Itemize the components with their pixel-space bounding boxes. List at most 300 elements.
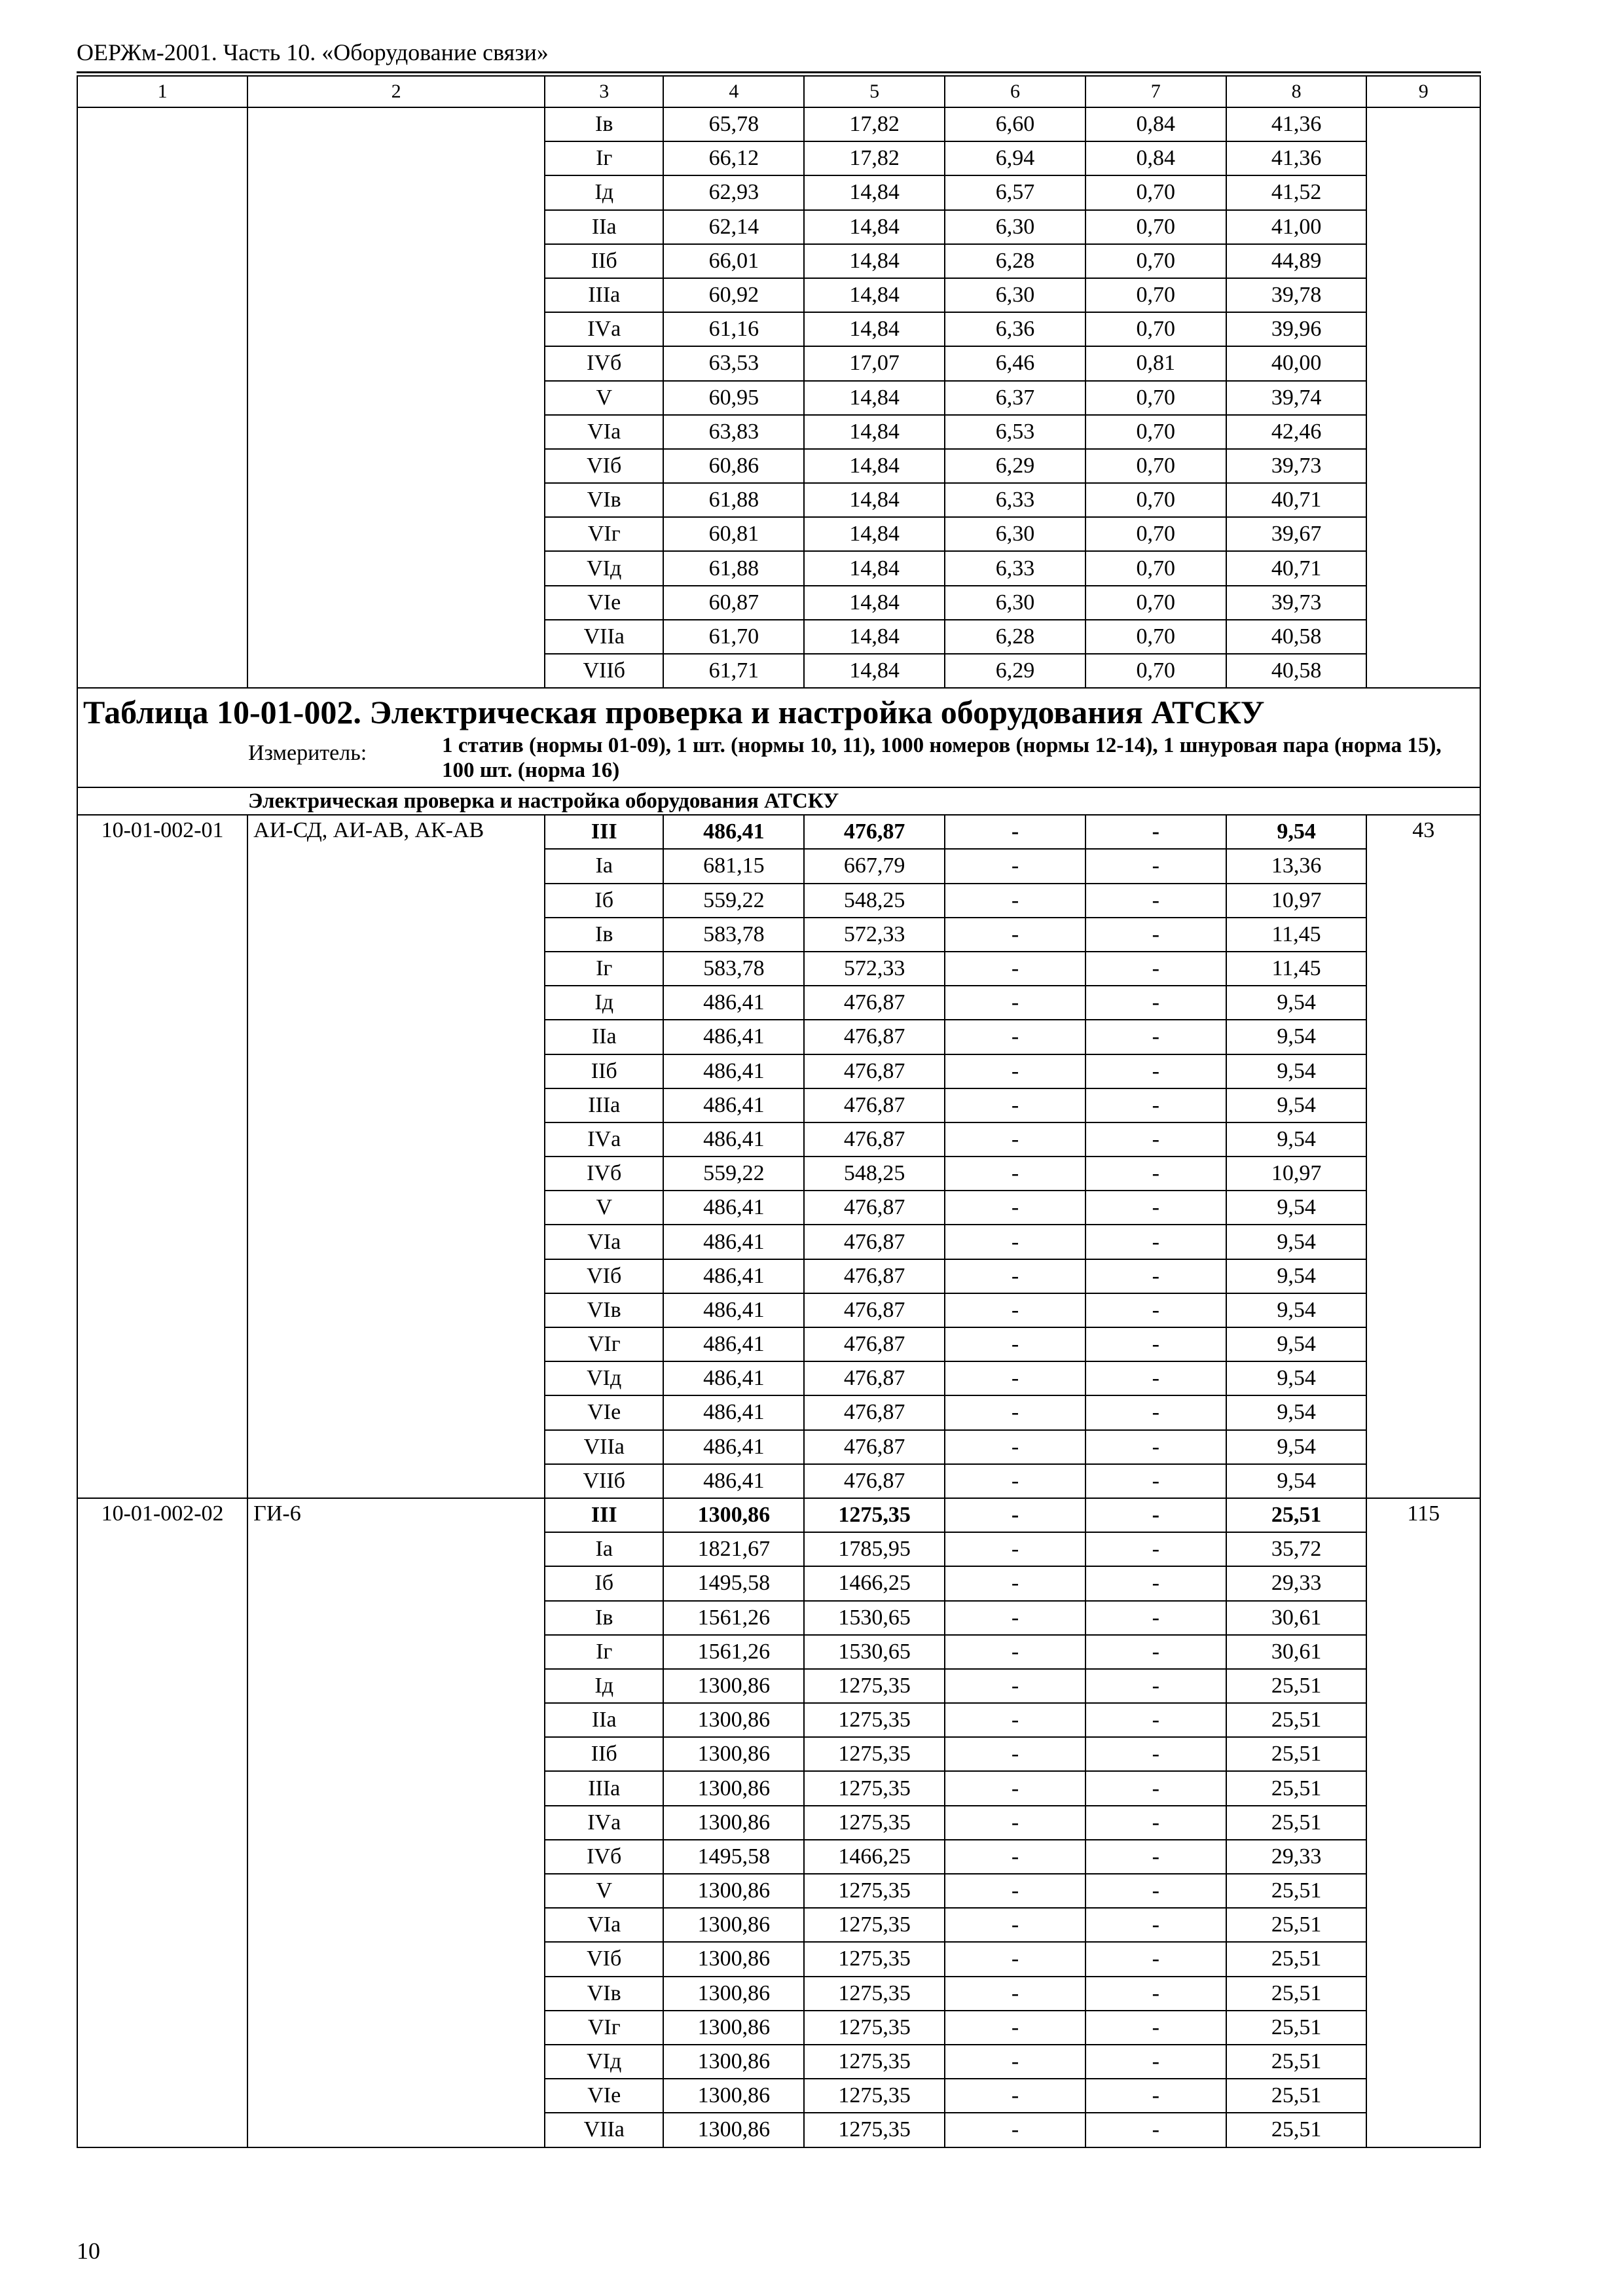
value-cell: 1561,26 — [663, 1635, 804, 1669]
value-cell: - — [945, 1908, 1085, 1942]
value-cell: 14,84 — [804, 483, 945, 517]
value-cell: 0,70 — [1085, 483, 1226, 517]
value-cell: 25,51 — [1226, 2113, 1367, 2147]
value-cell: VIд — [545, 551, 664, 585]
value-cell: 40,58 — [1226, 654, 1367, 688]
value-cell: 10,97 — [1226, 884, 1367, 918]
column-number-cell: 3 — [545, 76, 664, 107]
value-cell: 1300,86 — [663, 1669, 804, 1703]
value-cell: 29,33 — [1226, 1566, 1367, 1600]
value-cell: 9,54 — [1226, 1054, 1367, 1088]
value-cell: Iд — [545, 1669, 664, 1703]
value-cell: 14,84 — [804, 620, 945, 654]
value-cell: - — [1085, 1840, 1226, 1874]
value-cell: 9,54 — [1226, 1464, 1367, 1498]
value-cell: 1300,86 — [663, 1703, 804, 1737]
value-cell: 9,54 — [1226, 1020, 1367, 1054]
value-cell: 61,70 — [663, 620, 804, 654]
value-cell: 61,71 — [663, 654, 804, 688]
value-cell: - — [945, 2113, 1085, 2147]
value-cell: 9,54 — [1226, 1122, 1367, 1157]
value-cell: V — [545, 1874, 664, 1908]
value-cell: 1275,35 — [804, 1977, 945, 2011]
measure-text: 1 статив (нормы 01-09), 1 шт. (нормы 10, 11), 1000 номеров (нормы 12-14), 1 шнуровая пара (норма 15), 100 шт. (норма 16) — [442, 734, 1442, 783]
value-cell: 0,70 — [1085, 517, 1226, 551]
value-cell: - — [1085, 1157, 1226, 1191]
value-cell: VIе — [545, 586, 664, 620]
value-cell: - — [1085, 1259, 1226, 1293]
value-cell: - — [1085, 1225, 1226, 1259]
measure-label: Измеритель: — [248, 741, 367, 766]
value-cell: - — [1085, 1327, 1226, 1361]
value-cell: 39,78 — [1226, 278, 1367, 312]
value-cell: 486,41 — [663, 1259, 804, 1293]
value-cell: VIб — [545, 1942, 664, 1976]
value-cell: - — [945, 815, 1085, 849]
value-cell: VIIа — [545, 620, 664, 654]
value-cell: 486,41 — [663, 1088, 804, 1122]
value-cell: III — [545, 1498, 664, 1532]
value-cell: 41,36 — [1226, 141, 1367, 175]
value-cell: 572,33 — [804, 918, 945, 952]
value-cell: - — [1085, 1703, 1226, 1737]
value-cell: - — [945, 1020, 1085, 1054]
value-cell: - — [1085, 1293, 1226, 1327]
value-cell: 1561,26 — [663, 1601, 804, 1635]
value-cell: 1495,58 — [663, 1566, 804, 1600]
value-cell: Iг — [545, 141, 664, 175]
column-number-cell: 8 — [1226, 76, 1367, 107]
value-cell: - — [1085, 1191, 1226, 1225]
value-cell: 476,87 — [804, 1225, 945, 1259]
value-cell: 1275,35 — [804, 1498, 945, 1532]
subsection-title: Электрическая проверка и настройка оборудования АТСКУ — [248, 789, 839, 814]
page-number: 10 — [77, 2238, 100, 2264]
norm-code-cell: 10-01-002-01 — [77, 815, 247, 1498]
value-cell: 9,54 — [1226, 1430, 1367, 1464]
section-heading-cell — [77, 688, 1480, 787]
value-cell: 476,87 — [804, 1054, 945, 1088]
value-cell: VIг — [545, 1327, 664, 1361]
value-cell: 486,41 — [663, 1122, 804, 1157]
value-cell: 476,87 — [804, 1088, 945, 1122]
value-cell: - — [1085, 918, 1226, 952]
value-cell: 41,00 — [1226, 210, 1367, 244]
value-cell: - — [945, 1532, 1085, 1566]
value-cell: 39,96 — [1226, 312, 1367, 346]
column-number-cell: 5 — [804, 76, 945, 107]
value-cell: 0,70 — [1085, 381, 1226, 415]
value-cell: - — [1085, 1088, 1226, 1122]
value-cell: 9,54 — [1226, 1395, 1367, 1429]
value-cell: IIа — [545, 1020, 664, 1054]
value-cell: 41,52 — [1226, 175, 1367, 209]
value-cell: 1300,86 — [663, 1874, 804, 1908]
value-cell: Iд — [545, 175, 664, 209]
value-cell: IIа — [545, 1703, 664, 1737]
value-cell: 486,41 — [663, 1191, 804, 1225]
value-cell: 44,89 — [1226, 244, 1367, 278]
header-rule — [77, 71, 1481, 73]
value-cell: Iв — [545, 107, 664, 141]
value-cell: 40,71 — [1226, 483, 1367, 517]
name-cell-empty — [247, 107, 545, 688]
value-cell: 17,82 — [804, 141, 945, 175]
column-number-cell: 7 — [1085, 76, 1226, 107]
value-cell: 60,95 — [663, 381, 804, 415]
value-cell: Iб — [545, 884, 664, 918]
value-cell: 6,30 — [945, 278, 1085, 312]
value-cell: VIа — [545, 1225, 664, 1259]
value-cell: 39,73 — [1226, 449, 1367, 483]
value-cell: - — [945, 1157, 1085, 1191]
column-number-cell: 4 — [663, 76, 804, 107]
value-cell: 14,84 — [804, 278, 945, 312]
value-cell: VIд — [545, 1361, 664, 1395]
value-cell: 11,45 — [1226, 952, 1367, 986]
measure-unit-row — [83, 733, 1474, 787]
value-cell: - — [945, 1088, 1085, 1122]
value-cell: 14,84 — [804, 175, 945, 209]
value-cell: 0,70 — [1085, 210, 1226, 244]
value-cell: 1530,65 — [804, 1601, 945, 1635]
value-cell: 25,51 — [1226, 1806, 1367, 1840]
value-cell: 0,70 — [1085, 278, 1226, 312]
value-cell: 486,41 — [663, 1361, 804, 1395]
value-cell: VIе — [545, 2079, 664, 2113]
value-cell: 9,54 — [1226, 986, 1367, 1020]
value-cell: 65,78 — [663, 107, 804, 141]
value-cell: 0,70 — [1085, 175, 1226, 209]
value-cell: VIв — [545, 1977, 664, 2011]
value-cell: 25,51 — [1226, 1703, 1367, 1737]
value-cell: - — [1085, 1874, 1226, 1908]
value-cell: IIIа — [545, 1088, 664, 1122]
value-cell: 1300,86 — [663, 1942, 804, 1976]
value-cell: 14,84 — [804, 551, 945, 585]
value-cell: - — [945, 2045, 1085, 2079]
value-cell: 25,51 — [1226, 1669, 1367, 1703]
col9-cell-empty — [1366, 107, 1480, 688]
value-cell: 40,58 — [1226, 620, 1367, 654]
value-cell: VIIа — [545, 2113, 664, 2147]
value-cell: 39,73 — [1226, 586, 1367, 620]
value-cell: - — [1085, 1395, 1226, 1429]
value-cell: 1275,35 — [804, 1669, 945, 1703]
value-cell: 1530,65 — [804, 1635, 945, 1669]
value-cell: 0,70 — [1085, 449, 1226, 483]
value-cell: 486,41 — [663, 1293, 804, 1327]
value-cell: 60,87 — [663, 586, 804, 620]
value-cell: 6,30 — [945, 210, 1085, 244]
value-cell: 0,84 — [1085, 107, 1226, 141]
value-cell: 572,33 — [804, 952, 945, 986]
value-cell: 486,41 — [663, 1327, 804, 1361]
value-cell: 9,54 — [1226, 815, 1367, 849]
value-cell: 25,51 — [1226, 2011, 1367, 2045]
value-cell: Iг — [545, 1635, 664, 1669]
value-cell: - — [945, 2079, 1085, 2113]
value-cell: 6,94 — [945, 141, 1085, 175]
value-cell: 1275,35 — [804, 1806, 945, 1840]
value-cell: - — [945, 1874, 1085, 1908]
value-cell: 60,81 — [663, 517, 804, 551]
value-cell: - — [945, 1122, 1085, 1157]
value-cell: 6,46 — [945, 346, 1085, 380]
value-cell: - — [1085, 1566, 1226, 1600]
value-cell: 6,30 — [945, 517, 1085, 551]
value-cell: 6,29 — [945, 449, 1085, 483]
value-cell: - — [945, 1703, 1085, 1737]
value-cell: 9,54 — [1226, 1361, 1367, 1395]
value-cell: - — [945, 1840, 1085, 1874]
value-cell: 1275,35 — [804, 1737, 945, 1771]
value-cell: 9,54 — [1226, 1259, 1367, 1293]
table-body — [77, 76, 1480, 2147]
value-cell: 476,87 — [804, 1395, 945, 1429]
value-cell: IIа — [545, 210, 664, 244]
value-cell: 1785,95 — [804, 1532, 945, 1566]
subsection-cell — [77, 787, 1480, 815]
value-cell: - — [1085, 1464, 1226, 1498]
value-cell: - — [1085, 1054, 1226, 1088]
value-cell: 486,41 — [663, 1225, 804, 1259]
value-cell: 61,16 — [663, 312, 804, 346]
value-cell: 1300,86 — [663, 2079, 804, 2113]
value-cell: 14,84 — [804, 381, 945, 415]
value-cell: VIа — [545, 415, 664, 449]
table-row — [77, 1498, 1480, 1532]
value-cell: 41,36 — [1226, 107, 1367, 141]
value-cell: 1275,35 — [804, 2045, 945, 2079]
table-row — [77, 815, 1480, 849]
value-cell: 25,51 — [1226, 1874, 1367, 1908]
value-cell: 0,70 — [1085, 620, 1226, 654]
value-cell: - — [945, 1806, 1085, 1840]
value-cell: 14,84 — [804, 312, 945, 346]
value-cell: - — [945, 1942, 1085, 1976]
value-cell: IVа — [545, 1806, 664, 1840]
value-cell: 1300,86 — [663, 1771, 804, 1805]
value-cell: 6,28 — [945, 620, 1085, 654]
value-cell: 6,33 — [945, 483, 1085, 517]
value-cell: - — [945, 1225, 1085, 1259]
value-cell: 29,33 — [1226, 1840, 1367, 1874]
value-cell: VIг — [545, 517, 664, 551]
value-cell: - — [945, 1191, 1085, 1225]
value-cell: - — [945, 1977, 1085, 2011]
value-cell: - — [945, 1566, 1085, 1600]
value-cell: 476,87 — [804, 986, 945, 1020]
value-cell: IIб — [545, 244, 664, 278]
code-cell-empty — [77, 107, 247, 688]
value-cell: 35,72 — [1226, 1532, 1367, 1566]
value-cell: 6,28 — [945, 244, 1085, 278]
value-cell: 583,78 — [663, 952, 804, 986]
value-cell: - — [1085, 1361, 1226, 1395]
value-cell: 30,61 — [1226, 1635, 1367, 1669]
value-cell: 25,51 — [1226, 1498, 1367, 1532]
value-cell: 559,22 — [663, 884, 804, 918]
value-cell: - — [1085, 2113, 1226, 2147]
value-cell: 1275,35 — [804, 1771, 945, 1805]
value-cell: 14,84 — [804, 586, 945, 620]
value-cell: 14,84 — [804, 244, 945, 278]
value-cell: 1275,35 — [804, 1703, 945, 1737]
value-cell: 14,84 — [804, 517, 945, 551]
value-cell: Iа — [545, 1532, 664, 1566]
section-heading-row — [77, 688, 1480, 787]
value-cell: 1275,35 — [804, 1874, 945, 1908]
value-cell: 14,84 — [804, 449, 945, 483]
norm-name-cell: АИ-СД, АИ-АВ, АК-АВ — [247, 815, 545, 1498]
value-cell: 583,78 — [663, 918, 804, 952]
value-cell: 1275,35 — [804, 2113, 945, 2147]
value-cell: 25,51 — [1226, 1771, 1367, 1805]
value-cell: 1300,86 — [663, 2011, 804, 2045]
value-cell: VIIа — [545, 1430, 664, 1464]
value-cell: - — [945, 1430, 1085, 1464]
value-cell: 40,00 — [1226, 346, 1367, 380]
page-header-title: ОЕРЖм-2001. Часть 10. «Оборудование связи» — [77, 39, 549, 65]
value-cell: - — [945, 849, 1085, 883]
price-table — [77, 75, 1481, 2148]
value-cell: - — [1085, 815, 1226, 849]
value-cell: 11,45 — [1226, 918, 1367, 952]
value-cell: - — [945, 952, 1085, 986]
value-cell: - — [945, 1601, 1085, 1635]
value-cell: 548,25 — [804, 884, 945, 918]
value-cell: Iб — [545, 1566, 664, 1600]
value-cell: VIб — [545, 1259, 664, 1293]
value-cell: 60,92 — [663, 278, 804, 312]
value-cell: 486,41 — [663, 1395, 804, 1429]
value-cell: 60,86 — [663, 449, 804, 483]
value-cell: 1275,35 — [804, 2079, 945, 2113]
value-cell: 486,41 — [663, 1430, 804, 1464]
value-cell: - — [1085, 952, 1226, 986]
value-cell: 1300,86 — [663, 1908, 804, 1942]
value-cell: 0,70 — [1085, 551, 1226, 585]
value-cell: VIа — [545, 1908, 664, 1942]
value-cell: 6,37 — [945, 381, 1085, 415]
value-cell: 25,51 — [1226, 2079, 1367, 2113]
value-cell: 6,60 — [945, 107, 1085, 141]
value-cell: - — [1085, 1020, 1226, 1054]
value-cell: 486,41 — [663, 1464, 804, 1498]
section-title: Таблица 10-01-002. Электрическая проверка и настройка оборудования АТСКУ — [83, 694, 1265, 731]
value-cell: 6,29 — [945, 654, 1085, 688]
table-row — [77, 107, 1480, 141]
value-cell: 681,15 — [663, 849, 804, 883]
value-cell: VIд — [545, 2045, 664, 2079]
value-cell: 476,87 — [804, 1293, 945, 1327]
value-cell: 1275,35 — [804, 1942, 945, 1976]
value-cell: VIIб — [545, 654, 664, 688]
value-cell: 667,79 — [804, 849, 945, 883]
value-cell: 61,88 — [663, 551, 804, 585]
value-cell: 476,87 — [804, 1259, 945, 1293]
column-number-cell: 9 — [1366, 76, 1480, 107]
value-cell: 6,53 — [945, 415, 1085, 449]
value-cell: IIб — [545, 1737, 664, 1771]
value-cell: Iг — [545, 952, 664, 986]
value-cell: IIб — [545, 1054, 664, 1088]
value-cell: - — [945, 1361, 1085, 1395]
value-cell: VIб — [545, 449, 664, 483]
value-cell: - — [1085, 2011, 1226, 2045]
value-cell: - — [1085, 2079, 1226, 2113]
value-cell: Iд — [545, 986, 664, 1020]
norm-name-cell: ГИ-6 — [247, 1498, 545, 2147]
value-cell: - — [945, 884, 1085, 918]
value-cell: 6,33 — [945, 551, 1085, 585]
value-cell: 61,88 — [663, 483, 804, 517]
value-cell: 25,51 — [1226, 2045, 1367, 2079]
value-cell: - — [1085, 1942, 1226, 1976]
value-cell: 0,70 — [1085, 312, 1226, 346]
value-cell: 25,51 — [1226, 1908, 1367, 1942]
value-cell: - — [1085, 1908, 1226, 1942]
column-number-cell: 2 — [247, 76, 545, 107]
value-cell: - — [1085, 1771, 1226, 1805]
value-cell: 63,53 — [663, 346, 804, 380]
value-cell: IVб — [545, 346, 664, 380]
value-cell: 1300,86 — [663, 2113, 804, 2147]
col9-cell: 43 — [1366, 815, 1480, 1498]
value-cell: - — [945, 1498, 1085, 1532]
value-cell: 0,84 — [1085, 141, 1226, 175]
value-cell: 476,87 — [804, 1361, 945, 1395]
value-cell: 486,41 — [663, 1020, 804, 1054]
value-cell: 25,51 — [1226, 1737, 1367, 1771]
value-cell: - — [945, 1395, 1085, 1429]
value-cell: 0,70 — [1085, 415, 1226, 449]
value-cell: 0,70 — [1085, 586, 1226, 620]
value-cell: - — [1085, 1430, 1226, 1464]
column-number-cell: 1 — [77, 76, 247, 107]
value-cell: 14,84 — [804, 415, 945, 449]
subsection-row — [77, 787, 1480, 815]
column-number-cell: 6 — [945, 76, 1085, 107]
value-cell: 476,87 — [804, 1122, 945, 1157]
value-cell: 6,57 — [945, 175, 1085, 209]
value-cell: 13,36 — [1226, 849, 1367, 883]
value-cell: 1821,67 — [663, 1532, 804, 1566]
norm-code-cell: 10-01-002-02 — [77, 1498, 247, 2147]
value-cell: 476,87 — [804, 1191, 945, 1225]
value-cell: 1300,86 — [663, 1806, 804, 1840]
value-cell: - — [1085, 1977, 1226, 2011]
value-cell: - — [945, 986, 1085, 1020]
value-cell: - — [1085, 1635, 1226, 1669]
value-cell: - — [945, 1293, 1085, 1327]
value-cell: - — [1085, 1498, 1226, 1532]
value-cell: - — [1085, 986, 1226, 1020]
value-cell: 559,22 — [663, 1157, 804, 1191]
value-cell: 6,36 — [945, 312, 1085, 346]
value-cell: V — [545, 381, 664, 415]
value-cell: 62,14 — [663, 210, 804, 244]
value-cell: 25,51 — [1226, 1977, 1367, 2011]
value-cell: - — [1085, 1122, 1226, 1157]
value-cell: - — [1085, 1601, 1226, 1635]
value-cell: 30,61 — [1226, 1601, 1367, 1635]
value-cell: VIв — [545, 483, 664, 517]
value-cell: IVб — [545, 1157, 664, 1191]
value-cell: 17,07 — [804, 346, 945, 380]
value-cell: 62,93 — [663, 175, 804, 209]
